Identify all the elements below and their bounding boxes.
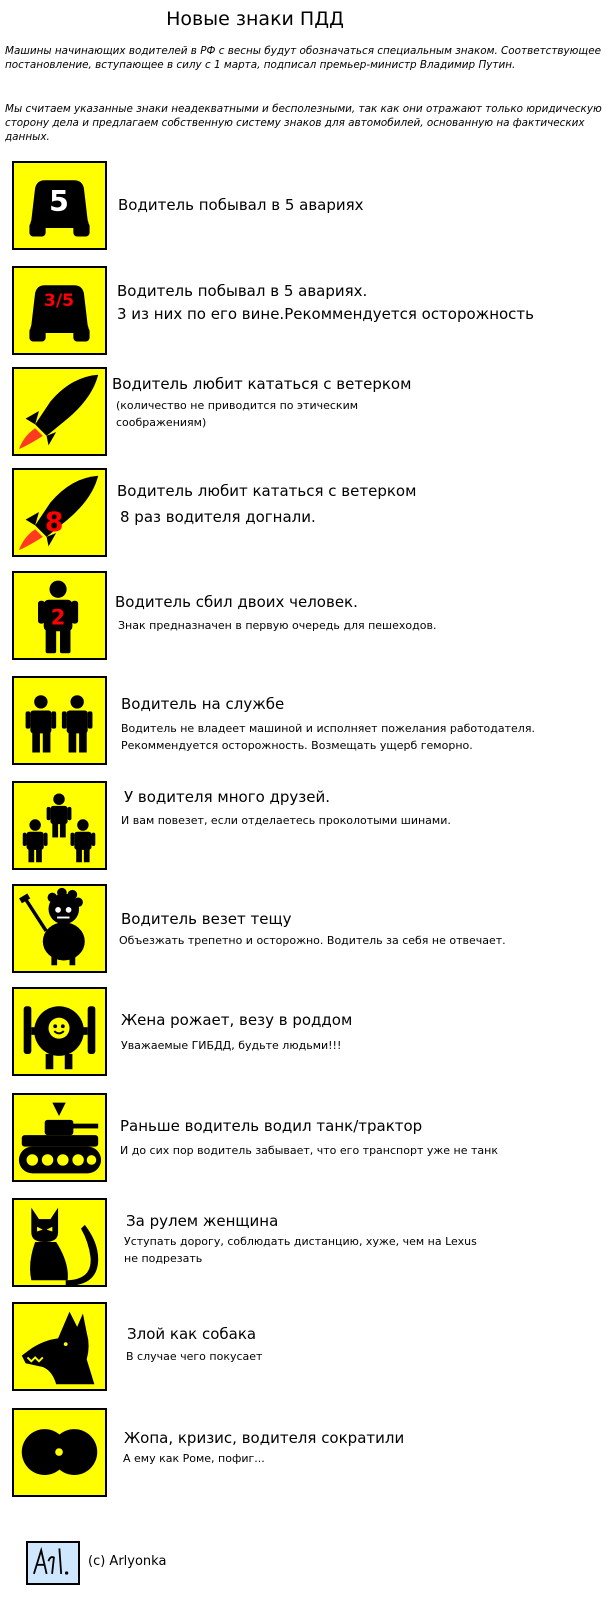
sign-heading: Раньше водитель водил танк/трактор	[120, 1117, 423, 1135]
sign-heading: Злой как собака	[127, 1325, 257, 1343]
rocket-icon	[12, 367, 107, 456]
svg-text:8: 8	[44, 507, 64, 539]
svg-text:2: 2	[50, 604, 66, 630]
author-logo	[26, 1541, 80, 1585]
page-title: Новые знаки ПДД	[166, 8, 344, 30]
pregnant-icon	[12, 987, 107, 1076]
sign-description: (количество не приводится по этическим соображениям)	[116, 399, 359, 429]
author-credit: (c) Arlyonka	[88, 1554, 167, 1569]
sign-heading: Водитель любит кататься с ветерком	[112, 375, 412, 393]
sign-heading-2: 8 раз водителя догнали.	[120, 508, 316, 526]
cat-icon	[12, 1198, 107, 1287]
sign-heading: Жена рожает, везу в роддом	[121, 1011, 353, 1029]
sign-heading: Водитель побывал в 5 авариях.	[117, 282, 368, 300]
sign-heading: Водитель любит кататься с ветерком	[117, 482, 417, 500]
sign-heading: Водитель сбил двоих человек.	[115, 593, 358, 611]
sign-description: В случае чего покусает	[126, 1350, 263, 1363]
sign-description: А ему как Роме, пофиг...	[123, 1452, 265, 1465]
sign-heading: Водитель на службе	[121, 695, 285, 713]
sign-description: Объезжать трепетно и осторожно. Водитель за себя не отвечает.	[119, 934, 506, 947]
svg-text:5: 5	[49, 183, 69, 218]
intro-paragraph-1: Машины начинающих водителей в РФ с весны будут обозначаться специальным знаком. Соответствующее постановление, вступающее в силу с 1 марта, подписал премьер-министр Владимир Путин.	[5, 45, 601, 71]
car-3-of-5-icon	[12, 266, 107, 355]
sign-heading: Водитель везет тещу	[121, 910, 292, 928]
person-2-icon	[12, 571, 107, 660]
sign-description: Уважаемые ГИБДД, будьте людьми!!!	[121, 1039, 342, 1052]
sign-heading: Водитель побывал в 5 авариях	[118, 196, 364, 214]
mother-in-law-icon	[12, 884, 107, 973]
sign-description: И вам повезет, если отделаетесь проколотыми шинами.	[121, 814, 451, 827]
sign-description: Водитель не владеет машиной и исполняет пожелания работодателя. Рекоммендуется осторожность. Возмещать ущерб геморно.	[121, 722, 535, 752]
two-people-icon	[12, 676, 107, 765]
intro-paragraph-2: Мы считаем указанные знаки неадекватными и бесполезными, так как они отражают только юридическую сторону дела и предлагаем собственную систему знаков для автомобилей, основанную на фактических данных.	[5, 103, 602, 143]
rocket-8-icon	[12, 468, 107, 557]
sign-description: И до сих пор водитель забывает, что его транспорт уже не танк	[120, 1144, 498, 1157]
butt-icon	[12, 1408, 107, 1497]
sign-heading: У водителя много друзей.	[124, 788, 331, 806]
sign-heading: Жопа, кризис, водителя сократили	[124, 1429, 405, 1447]
car-5-icon	[12, 161, 107, 250]
dog-icon	[12, 1302, 107, 1391]
tank-icon	[12, 1093, 107, 1182]
svg-text:3/5: 3/5	[43, 291, 75, 312]
sign-description: Знак предназначен в первую очередь для пешеходов.	[118, 619, 437, 632]
sign-heading-2: 3 из них по его вине.Рекоммендуется осторожность	[117, 305, 534, 323]
sign-description: Уступать дорогу, соблюдать дистанцию, хуже, чем на Lexus не подрезать	[124, 1235, 477, 1265]
sign-heading: За рулем женщина	[126, 1212, 279, 1230]
three-people-icon	[12, 781, 107, 870]
